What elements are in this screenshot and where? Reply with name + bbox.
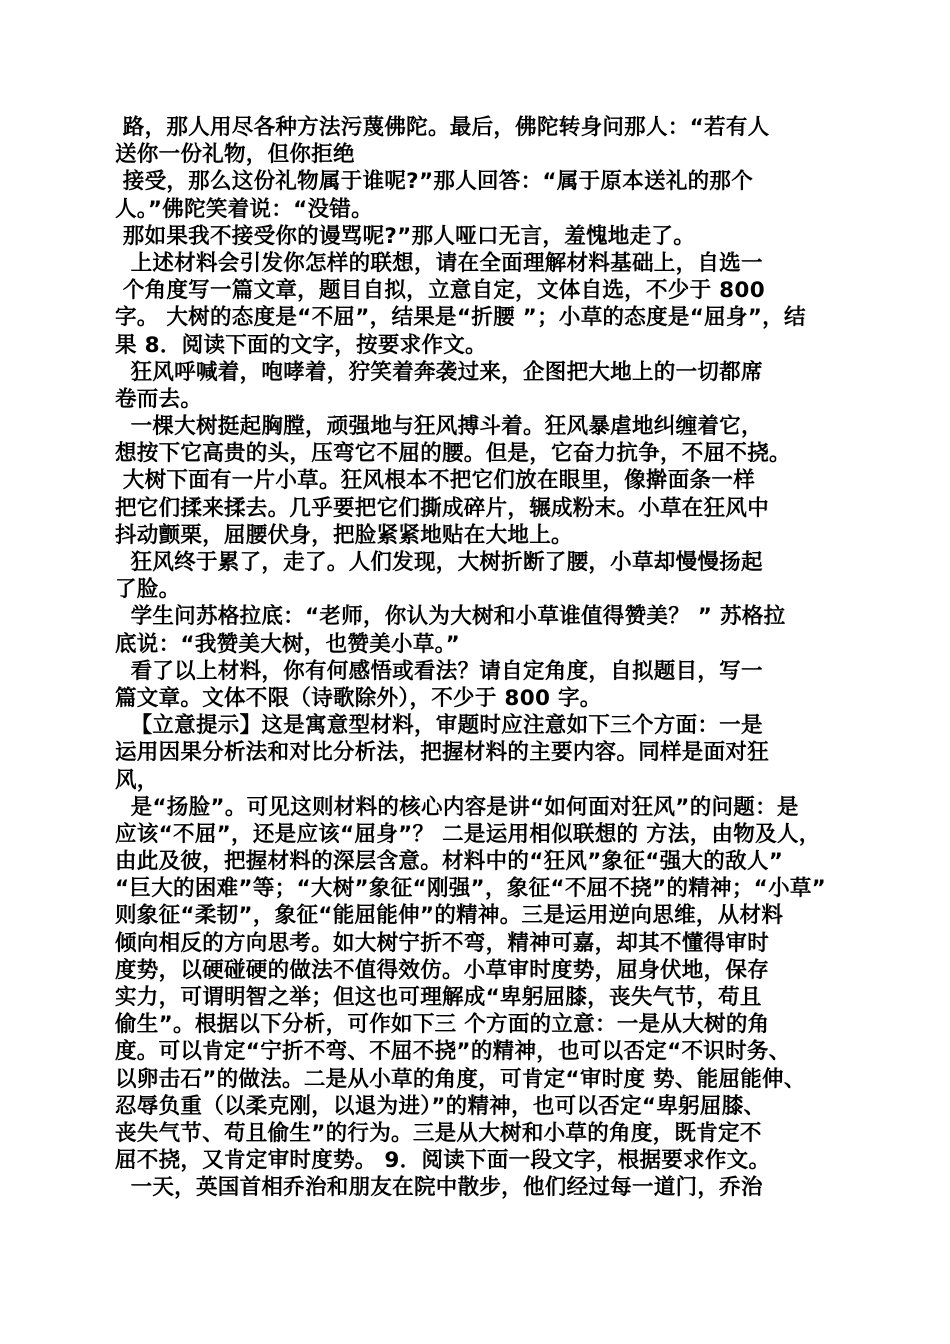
text-line: 偷生”。根据以下分析，可作如下三 个方面的立意：一是从大树的角 <box>115 1012 770 1038</box>
text-line: 丧失气节、苟且偷生”的行为。三是从大树和小草的角度，既肯定不 <box>115 1120 762 1146</box>
text-line: 个角度写一篇文章，题目自拟，立意自定，文体自选，不少于 800 <box>115 278 765 304</box>
text-line: 应该“不屈”，还是应该“屈身”？ 二是运用相似联想的 方法，由物及人， <box>115 821 821 847</box>
text-line: 底说：“我赞美大树，也赞美小草。” <box>115 631 461 657</box>
text-line: 上述材料会引发你怎样的联想，请在全面理解材料基础上，自选一 <box>115 250 763 276</box>
document-body <box>115 114 850 1202</box>
text-line: 则象征“柔韧”，象征“能屈能伸”的精神。三是运用逆向思维，从材料 <box>115 903 784 929</box>
text-line: 运用因果分析法和对比分析法，把握材料的主要内容。同样是面对狂 <box>115 740 770 766</box>
text-line: 卷而去。 <box>115 386 203 412</box>
text-line: 大树下面有一片小草。狂风根本不把它们放在眼里，像擀面条一样 <box>115 468 755 494</box>
text-line: 屈不挠，又肯定审时度势。 9．阅读下面一段文字，根据要求作文。 <box>115 1148 771 1174</box>
text-line: 狂风终于累了，走了。人们发现，大树折断了腰，小草却慢慢扬起 <box>115 550 763 575</box>
text-line: 一天，英国首相乔治和朋友在院中散步，他们经过每一道门，乔治 <box>115 1175 763 1201</box>
text-line: 路，那人用尽各种方法污蔑佛陀。最后，佛陀转身问那人：“若有人 <box>115 115 770 140</box>
text-line: “巨大的困难”等；“大树”象征“刚强”，象征“不屈不挠”的精神；“小草” <box>115 876 827 902</box>
text-line: 果 8．阅读下面的文字，按要求作文。 <box>115 332 487 358</box>
text-line: 由此及彼，把握材料的深层含意。材料中的“狂风”象征“强大的敌人” <box>115 849 784 875</box>
text-line: 【立意提示】这是寓意型材料，审题时应注意如下三个方面：一是 <box>115 713 763 739</box>
text-line: 狂风呼喊着，咆哮着，狞笑着奔袭过来，企图把大地上的一切都席 <box>115 359 763 385</box>
text-line: 那如果我不接受你的谩骂呢?”那人哑口无言，羞愧地走了。 <box>115 223 695 249</box>
text-line: 想按下它高贵的头，压弯它不屈的腰。但是，它奋力抗争，不屈不挠。 <box>115 441 791 467</box>
text-line: 送你一份礼物，但你拒绝 <box>115 142 355 168</box>
text-line: 了脸。 <box>115 577 181 603</box>
text-line: 倾向相反的方向思考。如大树宁折不弯，精神可嘉，却其不懂得审时 <box>115 930 770 956</box>
text-line: 篇文章。文体不限（诗歌除外），不少于 800 字。 <box>115 685 602 711</box>
text-line: 度。可以肯定“宁折不弯、不屈不挠”的精神，也可以否定“不识时务、 <box>115 1039 791 1065</box>
text-line: 忍辱负重（以柔克刚，以退为进）”的精神，也可以否定“卑躬屈膝、 <box>115 1093 766 1119</box>
text-line: 度势，以硬碰硬的做法不值得效仿。小草审时度势，屈身伏地，保存 <box>115 957 770 983</box>
text-line: 一棵大树挺起胸膛，顽强地与狂风搏斗着。狂风暴虐地纠缠着它， <box>115 414 763 440</box>
text-line: 风， <box>115 767 159 793</box>
text-line: 抖动颤栗，屈腰伏身，把脸紧紧地贴在大地上。 <box>115 522 573 548</box>
text-line: 接受，那么这份礼物属于谁呢?”那人回答：“属于原本送礼的那个 <box>115 169 754 195</box>
text-line: 以卵击石”的做法。二是从小草的角度，可肯定“审时度 势、能屈能伸、 <box>115 1066 806 1092</box>
text-line: 把它们揉来揉去。几乎要把它们撕成碎片，辗成粉末。小草在狂风中 <box>115 495 770 521</box>
text-line: 实力，可谓明智之举；但这也可理解成“卑躬屈膝，丧失气节，苟且 <box>115 985 762 1010</box>
text-line: 是“扬脸”。可见这则材料的核心内容是讲“如何面对狂风”的问题：是 <box>115 794 799 820</box>
text-line: 学生问苏格拉底：“老师，你认为大树和小草谁值得赞美？ ” 苏格拉 <box>115 604 786 630</box>
text-line: 字。 大树的态度是“不屈”，结果是“折腰 ”；小草的态度是“屈身”，结 <box>115 305 806 331</box>
text-line: 人。”佛陀笑着说：“没错。 <box>115 196 373 222</box>
text-line: 看了以上材料，你有何感悟或看法？请自定角度，自拟题目，写一 <box>115 658 763 684</box>
